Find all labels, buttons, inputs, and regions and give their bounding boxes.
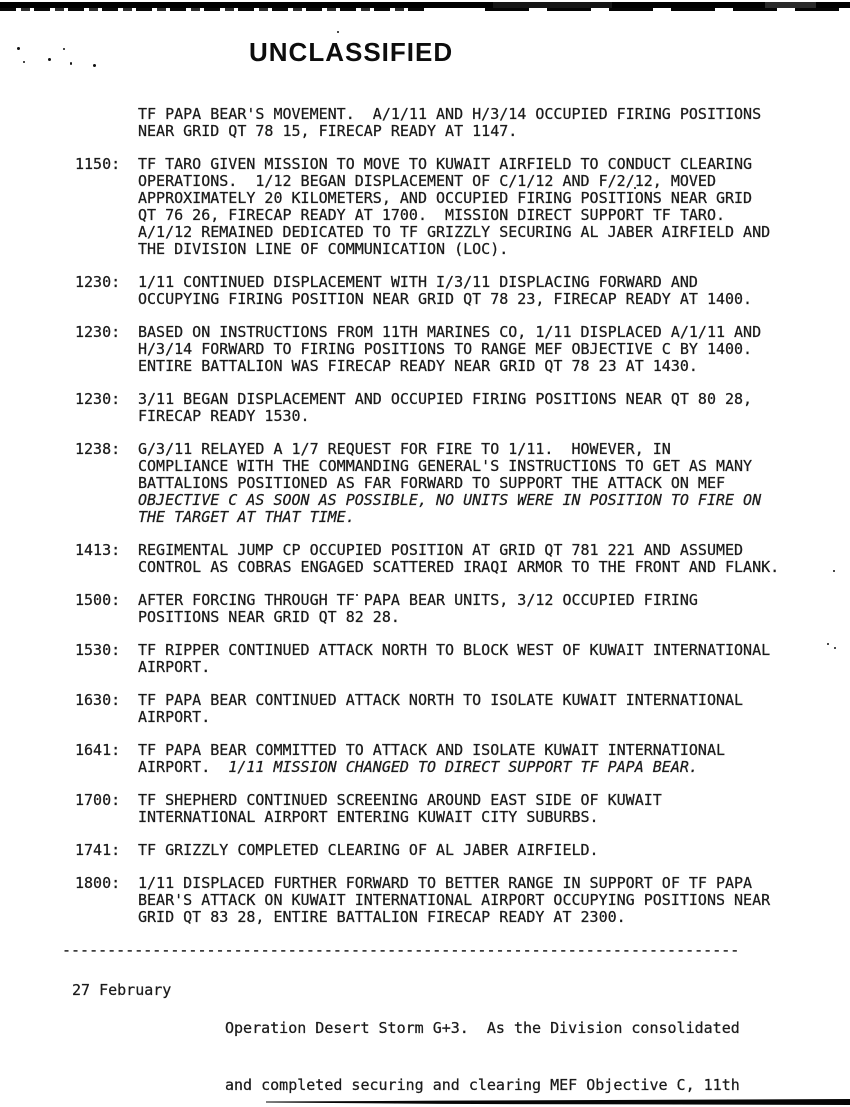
entry-line: REGIMENTAL JUMP CP OCCUPIED POSITION AT GRID QT 781 221 AND ASSUMED bbox=[138, 541, 744, 559]
entry-text bbox=[138, 592, 698, 626]
entry-text bbox=[138, 391, 752, 425]
entry-time: 1238: bbox=[75, 440, 121, 458]
entry-text bbox=[138, 324, 761, 375]
log-entry bbox=[0, 391, 850, 425]
entry-line: CONTROL AS COBRAS ENGAGED SCATTERED IRAQI ARMOR TO THE FRONT AND FLANK. bbox=[138, 558, 780, 576]
entry-line: BEAR'S ATTACK ON KUWAIT INTERNATIONAL AIRPORT OCCUPYING POSITIONS NEAR bbox=[138, 891, 771, 909]
entry-line bbox=[138, 492, 761, 509]
entry-line: H/3/14 FORWARD TO FIRING POSITIONS TO RANGE MEF OBJECTIVE C BY 1400. bbox=[138, 340, 753, 358]
log-entry bbox=[0, 156, 850, 258]
footer-date: 27 February bbox=[72, 981, 172, 999]
entry-line: 3/11 BEGAN DISPLACEMENT AND OCCUPIED FIRING POSITIONS NEAR QT 80 28, bbox=[138, 390, 753, 408]
entry-text bbox=[138, 542, 779, 576]
scan-artifact-top-bar-fragments-right bbox=[485, 8, 850, 11]
ink-speck bbox=[337, 31, 339, 33]
scan-artifact-top-bar bbox=[0, 2, 850, 15]
entry-line: APPROXIMATELY 20 KILOMETERS, AND OCCUPIED FIRING POSITIONS NEAR GRID bbox=[138, 189, 753, 207]
log-entry bbox=[0, 875, 850, 926]
entry-line: AIRPORT. bbox=[138, 658, 211, 676]
entry-time: 1700: bbox=[75, 791, 121, 809]
entry-line: FIRECAP READY 1530. bbox=[138, 407, 310, 425]
entry-line: QT 76 26, FIRECAP READY AT 1700. MISSION DIRECT SUPPORT TF TARO. bbox=[138, 206, 725, 224]
scan-artifact-top-bar-fragments-left bbox=[0, 8, 425, 11]
entry-line: TF RIPPER CONTINUED ATTACK NORTH TO BLOCK WEST OF KUWAIT INTERNATIONAL bbox=[138, 641, 771, 659]
entry-time bbox=[75, 106, 138, 140]
entry-text bbox=[138, 642, 770, 676]
entry-time: 1630: bbox=[75, 691, 121, 709]
entry-time: 1800: bbox=[75, 874, 121, 892]
entry-text bbox=[138, 156, 770, 258]
log-entry bbox=[0, 642, 850, 676]
entry-line: A/1/12 REMAINED DEDICATED TO TF GRIZZLY SECURING AL JABER AIRFIELD AND bbox=[138, 223, 771, 241]
entry-text bbox=[138, 274, 752, 308]
log-entry bbox=[0, 842, 850, 859]
entry-line: OPERATIONS. 1/12 BEGAN DISPLACEMENT OF C/1/12 AND F/2/12, MOVED bbox=[138, 172, 716, 190]
log-entry bbox=[0, 324, 850, 375]
entry-line: G/3/11 RELAYED A 1/7 REQUEST FOR FIRE TO 1/11. HOWEVER, IN bbox=[138, 440, 671, 458]
entry-line: POSITIONS NEAR GRID QT 82 28. bbox=[138, 608, 400, 626]
ink-speck bbox=[63, 48, 65, 50]
entry-text bbox=[138, 692, 743, 726]
log-entry bbox=[0, 542, 850, 576]
ink-speck bbox=[17, 47, 20, 50]
ink-speck bbox=[70, 62, 72, 65]
entry-line-segment: OBJECTIVE C AS SOON AS POSSIBLE, NO UNITS WERE IN POSITION TO FIRE ON bbox=[138, 491, 762, 509]
entry-time: 1230: bbox=[75, 273, 121, 291]
entry-line-segment: 1/11 MISSION CHANGED TO DIRECT SUPPORT TF PAPA BEAR. bbox=[228, 758, 698, 776]
entry-line: GRID QT 83 28, ENTIRE BATTALION FIRECAP READY AT 2300. bbox=[138, 908, 626, 926]
entry-line: AFTER FORCING THROUGH TF PAPA BEAR UNITS, 3/12 OCCUPIED FIRING bbox=[138, 591, 698, 609]
entry-text bbox=[138, 842, 599, 859]
entry-time: 1741: bbox=[75, 841, 121, 859]
entry-line: OCCUPYING FIRING POSITION NEAR GRID QT 78 23, FIRECAP READY AT 1400. bbox=[138, 290, 753, 308]
ink-speck bbox=[23, 61, 25, 63]
entry-line bbox=[138, 509, 761, 526]
dashed-separator: --------------------------------------------------------------------------- bbox=[62, 941, 740, 959]
entry-line: 1/11 DISPLACED FURTHER FORWARD TO BETTER RANGE IN SUPPORT OF TF PAPA bbox=[138, 874, 753, 892]
entry-line-segment: THE TARGET AT THAT TIME. bbox=[138, 508, 355, 526]
entry-text bbox=[138, 875, 770, 926]
entry-line: THE DIVISION LINE OF COMMUNICATION (LOC). bbox=[138, 240, 509, 258]
entry-line: TF TARO GIVEN MISSION TO MOVE TO KUWAIT AIRFIELD TO CONDUCT CLEARING bbox=[138, 155, 753, 173]
entry-time: 1150: bbox=[75, 155, 121, 173]
entry-line: TF SHEPHERD CONTINUED SCREENING AROUND EAST SIDE OF KUWAIT bbox=[138, 791, 662, 809]
entry-line: INTERNATIONAL AIRPORT ENTERING KUWAIT CITY SUBURBS. bbox=[138, 808, 599, 826]
footer-line: Operation Desert Storm G+3. As the Division consolidated bbox=[225, 1019, 740, 1037]
entry-text bbox=[138, 106, 761, 140]
entry-line: TF PAPA BEAR'S MOVEMENT. A/1/11 AND H/3/14 OCCUPIED FIRING POSITIONS bbox=[138, 105, 762, 123]
log-entry bbox=[0, 106, 850, 140]
ink-speck bbox=[93, 64, 96, 67]
entry-line: BATTALIONS POSITIONED AS FAR FORWARD TO SUPPORT THE ATTACK ON MEF bbox=[138, 474, 725, 492]
footer-line: and completed securing and clearing MEF Objective C, 11th bbox=[225, 1076, 740, 1094]
entry-line: ENTIRE BATTALION WAS FIRECAP READY NEAR GRID QT 78 23 AT 1430. bbox=[138, 357, 698, 375]
log-entry bbox=[0, 792, 850, 826]
ink-speck bbox=[48, 58, 51, 61]
entry-line: COMPLIANCE WITH THE COMMANDING GENERAL'S INSTRUCTIONS TO GET AS MANY bbox=[138, 457, 753, 475]
event-timeline bbox=[0, 106, 850, 926]
classification-marking: UNCLASSIFIED bbox=[249, 37, 454, 67]
log-entry bbox=[0, 692, 850, 726]
log-entry bbox=[0, 742, 850, 776]
entry-line: 1/11 CONTINUED DISPLACEMENT WITH I/3/11 DISPLACING FORWARD AND bbox=[138, 273, 698, 291]
entry-time: 1230: bbox=[75, 390, 121, 408]
entry-line: NEAR GRID QT 78 15, FIRECAP READY AT 1147. bbox=[138, 122, 518, 140]
entry-text bbox=[138, 742, 725, 776]
entry-time: 1500: bbox=[75, 591, 121, 609]
entry-line: BASED ON INSTRUCTIONS FROM 11TH MARINES CO, 1/11 DISPLACED A/1/11 AND bbox=[138, 323, 762, 341]
entry-line: TF GRIZZLY COMPLETED CLEARING OF AL JABER AIRFIELD. bbox=[138, 841, 599, 859]
entry-time: 1413: bbox=[75, 541, 121, 559]
entry-line: TF PAPA BEAR COMMITTED TO ATTACK AND ISOLATE KUWAIT INTERNATIONAL bbox=[138, 741, 725, 759]
entry-time: 1641: bbox=[75, 741, 121, 759]
footer-text bbox=[225, 981, 740, 1107]
log-entry bbox=[0, 274, 850, 308]
entry-line: AIRPORT. bbox=[138, 708, 211, 726]
entry-line: TF PAPA BEAR CONTINUED ATTACK NORTH TO ISOLATE KUWAIT INTERNATIONAL bbox=[138, 691, 744, 709]
entry-time: 1530: bbox=[75, 641, 121, 659]
entry-text bbox=[138, 792, 662, 826]
entry-line-segment: AIRPORT. bbox=[138, 758, 229, 776]
document-body bbox=[0, 106, 850, 1107]
entry-line bbox=[138, 759, 725, 776]
log-entry bbox=[0, 592, 850, 626]
footer-section bbox=[0, 981, 850, 1107]
entry-time: 1230: bbox=[75, 323, 121, 341]
log-entry bbox=[0, 441, 850, 526]
entry-text bbox=[138, 441, 761, 526]
